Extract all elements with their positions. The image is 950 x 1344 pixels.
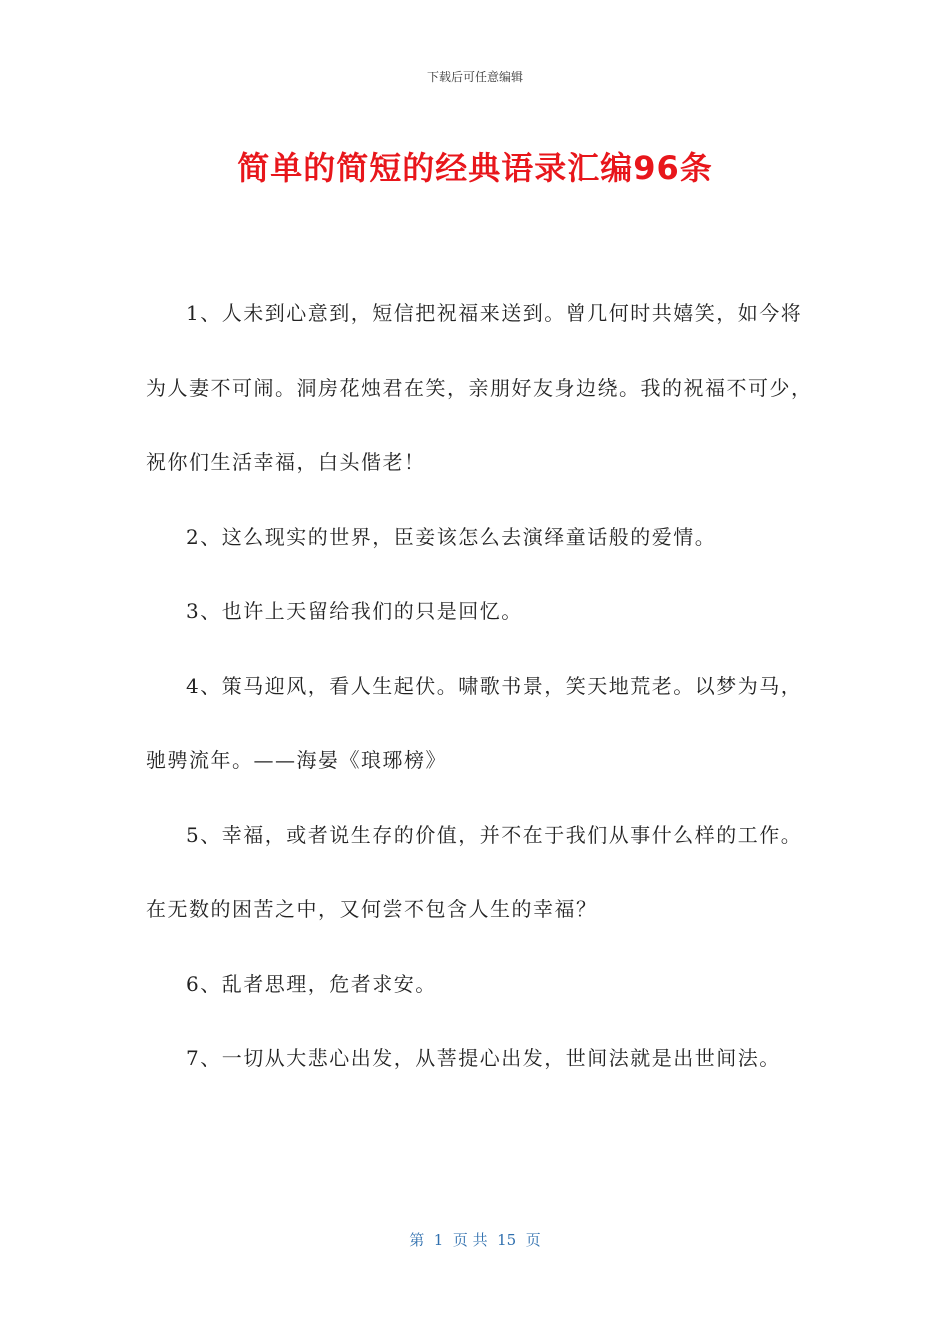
paragraph-2: 2、这么现实的世界，臣妾该怎么去演绎童话般的爱情。 bbox=[186, 524, 717, 549]
paragraph-1: 1、人未到心意到，短信把祝福来送到。曾几何时共嬉笑，如今将为人妻不可闹。洞房花烛君在笑，亲朋好友身边绕。我的祝福不可少，祝你们生活幸福，白头偕老！ bbox=[146, 301, 813, 474]
page-footer: 第 1 页 共 15 页 bbox=[409, 1231, 541, 1249]
document-body bbox=[146, 276, 822, 1096]
paragraph-3: 3、也许上天留给我们的只是回忆。 bbox=[186, 599, 523, 623]
paragraph-6: 6、乱者思理，危者求安。 bbox=[186, 971, 437, 996]
header-note: 下载后可任意编辑 bbox=[426, 70, 523, 84]
paragraph-4: 4、策马迎风，看人生起伏。啸歌书景，笑天地荒老。以梦为马，驰骋流年。——海晏《琅琊榜》 bbox=[146, 673, 803, 772]
paragraph-5: 5、幸福，或者说生存的价值，并不在于我们从事什么样的工作。在无数的困苦之中，又何尝不包含人生的幸福？ bbox=[146, 822, 803, 921]
document-title: 简单的简短的经典语录汇编96条 bbox=[237, 149, 713, 187]
paragraph-7: 7、一切从大悲心出发，从菩提心出发，世间法就是出世间法。 bbox=[186, 1046, 781, 1070]
